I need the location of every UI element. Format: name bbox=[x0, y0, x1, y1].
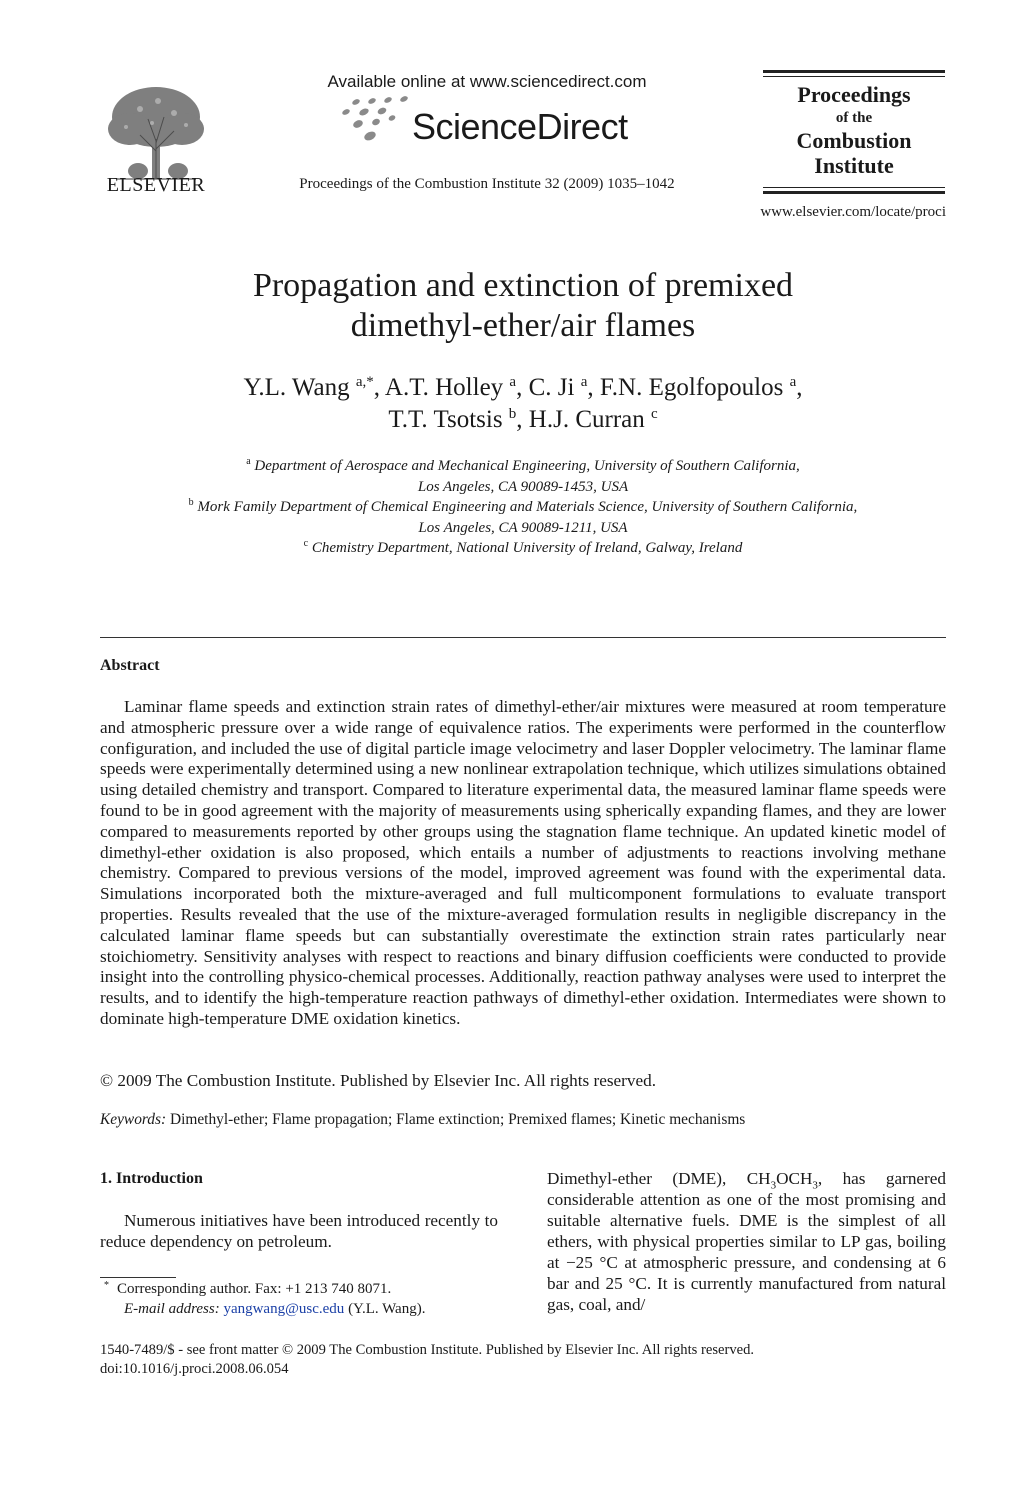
author-name: Y.L. Wang bbox=[243, 374, 350, 401]
journal-box-line2: of the bbox=[835, 110, 873, 126]
author-name: A.T. Holley bbox=[384, 374, 504, 401]
footnote-mark: * bbox=[104, 1280, 109, 1291]
affiliation-mark: b bbox=[188, 497, 194, 508]
intro-paragraph-left: Numerous initiatives have been introduced recently to reduce dependency on petroleum. bbox=[100, 1211, 498, 1251]
front-matter-footer bbox=[100, 1341, 946, 1379]
intro-text: OCH bbox=[776, 1169, 813, 1188]
author-name: F.N. Egolfopoulos bbox=[599, 374, 784, 401]
sciencedirect-wordmark: ScienceDirect bbox=[412, 106, 628, 147]
corresponding-author-footnote bbox=[100, 1280, 498, 1319]
available-online-text: Available online at www.sciencedirect.com bbox=[327, 72, 647, 91]
journal-box-line1: Proceedings bbox=[797, 82, 911, 107]
author-affiliation-mark[interactable]: a bbox=[789, 374, 797, 390]
affiliation-text: Department of Aerospace and Mechanical Engineering, University of Southern California, bbox=[254, 458, 800, 474]
intro-paragraph-right bbox=[547, 1168, 946, 1315]
author-name: H.J. Curran bbox=[528, 406, 645, 433]
abstract-text: Laminar flame speeds and extinction strain rates of dimethyl-ether/air mixtures were measured at room temperature and atmospheric pressure over a wide range of equivalence ratios. The experiments were performed in the counterflow configuration, and included the use of digital particle image velocimetry and laser Doppler velocimetry. The laminar flame speeds were experimentally determined using a new nonlinear extrapolation technique, which utilizes simulations obtained using detailed chemistry and transport. Compared to literature experimental data, the measured laminar flame speeds were found to be in good agreement with the majority of measurements using spherically expanding flames, and they are lower compared to measurements reported by other groups using the stagnation flame technique. An updated kinetic model of dimethyl-ether oxidation is also proposed, which entails a number of adjustments to reactions involving methane chemistry. Compared to previous versions of the model, improved agreement was found with the experimental data. Simulations incorporated both the mixture-averaged and full multicomponent formulations to evaluate transport properties. Results revealed that the use of the mixture-averaged formulation results in negligible discrepancy in the calculated laminar flame speeds but can substantially overestimate the extinction strain rates particularly near stoichiometry. Sensitivity analyses with respect to reactions and binary diffusion coefficients were conducted to provide insight into the controlling physico-chemical processes. Additionally, reaction pathway analyses were used to interpret the results, and to identify the high-temperature reaction pathways of dimethyl-ether oxidation. Intermediates were shown to dominate high-temperature DME oxidation kinetics. bbox=[100, 697, 946, 1028]
author-list: Y.L. Wang $^{a,*}$, A.T. Holley $^a$, C. Ji $^a$, F.N. Egolfopoulos $^a$, T.T. Tsotsis $^b$, H.J. Curran $^c$ bbox=[243, 374, 803, 433]
intro-text: , has garnered considerable attention as one of the most promising and suitable alternative fuels. DME is the simplest of all ethers, with physical properties similar to LP gas, boiling at −25 °C at atmospheric pressure, and condensing at 6 bar and 25 °C. It is currently manufactured from natural gas, coal, and/ bbox=[547, 1169, 946, 1314]
author-affiliation-mark[interactable]: b bbox=[508, 406, 517, 422]
doi-link[interactable]: doi:10.1016/j.proci.2008.06.054 bbox=[100, 1361, 289, 1377]
publisher-name: ELSEVIER bbox=[106, 174, 206, 196]
sciencedirect-dots-icon bbox=[338, 96, 418, 146]
abstract-heading: Abstract bbox=[100, 657, 160, 674]
author-affiliation-mark[interactable]: a,* bbox=[355, 374, 374, 390]
keywords-list: Dimethyl-ether; Flame propagation; Flame extinction; Premixed flames; Kinetic mechanisms bbox=[169, 1111, 746, 1128]
author-affiliation-mark[interactable]: a bbox=[580, 374, 588, 390]
title-line-1: Propagation and extinction of premixed bbox=[252, 267, 794, 304]
issn-line: 1540-7489/$ - see front matter © 2009 The Combustion Institute. Published by Elsevier Inc. All rights reserved. bbox=[100, 1342, 755, 1358]
journal-box-line3: Combustion bbox=[796, 128, 912, 153]
copyright-notice: © 2009 The Combustion Institute. Published by Elsevier Inc. All rights reserved. bbox=[100, 1071, 656, 1090]
journal-url-link[interactable]: www.elsevier.com/locate/proci bbox=[760, 204, 946, 220]
formula-subscript: 3 bbox=[812, 1179, 818, 1192]
keywords-label: Keywords: bbox=[100, 1111, 167, 1128]
affiliation-text: Mork Family Department of Chemical Engineering and Materials Science, University of Southern California, bbox=[197, 499, 858, 515]
affiliation-mark: a bbox=[246, 456, 251, 467]
article-title bbox=[100, 266, 946, 346]
author-name: C. Ji bbox=[528, 374, 575, 401]
intro-text: Dimethyl-ether (DME), CH bbox=[547, 1169, 771, 1188]
affiliation-text: Los Angeles, CA 90089-1453, USA bbox=[417, 478, 629, 495]
section-heading-introduction: 1. Introduction bbox=[100, 1170, 203, 1187]
affiliation-text: Chemistry Department, National University of Ireland, Galway, Ireland bbox=[311, 540, 743, 556]
author-name: T.T. Tsotsis bbox=[388, 406, 503, 433]
email-link[interactable]: yangwang@usc.edu bbox=[223, 1300, 345, 1317]
formula-subscript: 3 bbox=[770, 1179, 777, 1192]
title-line-2: dimethyl-ether/air flames bbox=[350, 307, 696, 344]
footnote-divider bbox=[100, 1277, 176, 1278]
author-affiliation-mark[interactable]: c bbox=[651, 406, 658, 422]
journal-box-line4: Institute bbox=[814, 153, 894, 178]
keywords-line bbox=[100, 1111, 946, 1129]
section-divider bbox=[100, 637, 946, 638]
affiliation-text: Los Angeles, CA 90089-1211, USA bbox=[418, 519, 628, 536]
journal-reference: Proceedings of the Combustion Institute 32 (2009) 1035–1042 bbox=[299, 176, 675, 192]
email-label: E-mail address: bbox=[124, 1300, 220, 1317]
email-suffix: (Y.L. Wang). bbox=[344, 1300, 426, 1317]
journal-title-box bbox=[763, 70, 945, 194]
footnote-text: Corresponding author. Fax: +1 213 740 8071. bbox=[117, 1281, 392, 1297]
affiliation-list bbox=[100, 456, 946, 559]
affiliation-mark: c bbox=[303, 538, 309, 549]
author-affiliation-mark[interactable]: a bbox=[509, 374, 517, 390]
